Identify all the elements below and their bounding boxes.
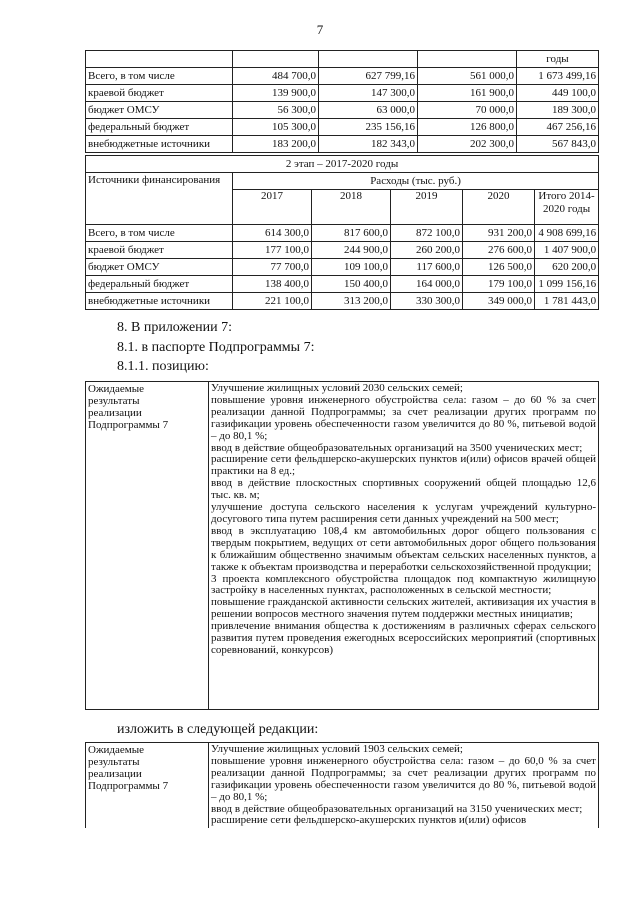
year-header: 2019 [391, 190, 463, 225]
year-header: 2018 [312, 190, 391, 225]
passport-label-line: Подпрограммы 7 [88, 419, 169, 431]
table-row [86, 102, 599, 119]
result-item: повышение гражданской активности сельских жителей, активизация их участия в решении вопросов местного значения путем поддержки местных инициатив; [211, 596, 596, 621]
table-cell: 70 000,0 [418, 102, 517, 119]
stage-title: 2 этап – 2017-2020 годы [86, 156, 599, 173]
row-label: бюджет ОМСУ [86, 102, 233, 119]
table-row [86, 136, 599, 153]
table-cell: 1 407 900,0 [535, 242, 599, 259]
passport-label-line: реализации [88, 768, 142, 780]
table-row [86, 173, 599, 190]
year-header: Итого 2014-2020 годы [535, 190, 599, 225]
passport-position-new [85, 742, 599, 828]
table-cell: 139 900,0 [233, 85, 319, 102]
table-cell: 179 100,0 [463, 276, 535, 293]
table-cell: 183 200,0 [233, 136, 319, 153]
table-cell: 164 000,0 [391, 276, 463, 293]
row-label: федеральный бюджет [86, 276, 233, 293]
passport-label-line: результаты [88, 756, 140, 768]
table-cell: 1 781 443,0 [535, 293, 599, 310]
financing-table-stage-2 [85, 155, 599, 310]
table-cell: 614 300,0 [233, 225, 312, 242]
passport-label-line: Ожидаемые [88, 383, 145, 395]
result-item: 3 проекта комплексного обустройства площадок под компактную жилищную застройку в населенных пунктах, расположенных в сельской местности; [211, 572, 596, 597]
table-cell: 117 600,0 [391, 259, 463, 276]
table-row [86, 119, 599, 136]
table-cell: 467 256,16 [517, 119, 599, 136]
table-cell: 4 908 699,16 [535, 225, 599, 242]
table-cell: 330 300,0 [391, 293, 463, 310]
paragraph-8: 8. В приложении 7: [117, 320, 233, 335]
table-cell: 177 100,0 [233, 242, 312, 259]
result-item: ввод в действие плоскостных спортивных сооружений общей площадью 12,6 тыс. кв. м; [211, 477, 596, 502]
table-cell: 567 843,0 [517, 136, 599, 153]
row-label: краевой бюджет [86, 85, 233, 102]
table-cell: 276 600,0 [463, 242, 535, 259]
passport-label-line: Подпрограммы 7 [88, 780, 169, 792]
table-cell: 138 400,0 [233, 276, 312, 293]
table-row [86, 276, 599, 293]
table-cell [418, 51, 517, 68]
table-cell: 872 100,0 [391, 225, 463, 242]
result-item: ввод в действие общеобразовательных организаций на 3500 ученических мест; [211, 441, 583, 454]
column-header: годы [517, 51, 599, 68]
row-label: Всего, в том числе [86, 68, 233, 85]
table-cell: 202 300,0 [418, 136, 517, 153]
table-cell: 313 200,0 [312, 293, 391, 310]
table-row [86, 156, 599, 173]
passport-label-line: реализации [88, 407, 142, 419]
table-cell: 620 200,0 [535, 259, 599, 276]
column-header: Источники финансирования [86, 173, 233, 225]
financing-table-stage-1 [85, 50, 599, 153]
result-item: привлечение внимания общества к достижениям в различных сферах сельского развития путем проведения ежегодных всероссийских мероприятий (спортивных соревнований, конкурсов) [211, 620, 596, 656]
result-item: ввод в эксплуатацию 108,4 км автомобильных дорог общего пользования с твердым покрытием, ведущих от сети автомобильных дорог общего пользования к ближайшим общественно значимым объектам сельских населенных пунктов, а также к объектам производства и переработки сельскохозяйственной продукции; [211, 524, 596, 573]
table-row [86, 743, 599, 829]
table-row [86, 51, 599, 68]
table-cell: 221 100,0 [233, 293, 312, 310]
passport-label-line: результаты [88, 395, 140, 407]
row-label: краевой бюджет [86, 242, 233, 259]
result-item: расширение сети фельдшерско-акушерских пунктов и(или) офисов [211, 814, 527, 827]
table-cell [319, 51, 418, 68]
column-header: Расходы (тыс. руб.) [233, 173, 599, 190]
passport-label [86, 743, 209, 829]
result-item: расширение сети фельдшерско-акушерских пунктов и(или) офисов врачей общей практики на 8 ед.; [211, 453, 596, 478]
passport-label [86, 382, 209, 710]
row-label: Всего, в том числе [86, 225, 233, 242]
table-cell [86, 51, 233, 68]
table-row [86, 85, 599, 102]
paragraph-8-1: 8.1. в паспорте Подпрограммы 7: [117, 340, 315, 355]
table-cell: 244 900,0 [312, 242, 391, 259]
result-item: ввод в действие общеобразовательных организаций на 3150 ученических мест; [211, 802, 583, 815]
row-label: федеральный бюджет [86, 119, 233, 136]
table-row [86, 68, 599, 85]
result-item: улучшение доступа сельского населения к услугам учреждений культурно-досугового типа путем расширения сети данных учреждений на 500 мест; [211, 501, 596, 525]
passport-label-line: Ожидаемые [88, 744, 145, 756]
table-cell: 126 500,0 [463, 259, 535, 276]
table-cell: 627 799,16 [319, 68, 418, 85]
table-cell: 77 700,0 [233, 259, 312, 276]
table-cell: 182 343,0 [319, 136, 418, 153]
result-item: повышение уровня инженерного обустройства села: газом – до 60 % за счет реализации данной Подпрограммы; за счет реализации других программ по газификации уровень обеспеченности газом увеличится до 80 %, питьевой водой – до 80,1 %; [211, 393, 596, 442]
table-cell: 56 300,0 [233, 102, 319, 119]
table-cell: 150 400,0 [312, 276, 391, 293]
table-cell: 63 000,0 [319, 102, 418, 119]
table-cell: 561 000,0 [418, 68, 517, 85]
table-cell: 147 300,0 [319, 85, 418, 102]
table-row [86, 293, 599, 310]
result-item: Улучшение жилищных условий 1903 сельских семей; [211, 743, 463, 755]
table-cell: 235 156,16 [319, 119, 418, 136]
paragraph-new-edition: изложить в следующей редакции: [117, 722, 319, 737]
page-number: 7 [316, 22, 324, 37]
table-row [86, 259, 599, 276]
passport-content [209, 382, 599, 710]
table-cell: 109 100,0 [312, 259, 391, 276]
table-cell: 161 900,0 [418, 85, 517, 102]
table-cell: 1 673 499,16 [517, 68, 599, 85]
paragraph-8-1-1: 8.1.1. позицию: [117, 359, 209, 374]
table-cell: 817 600,0 [312, 225, 391, 242]
row-label: внебюджетные источники [86, 293, 233, 310]
passport-position-old [85, 381, 599, 710]
row-label: бюджет ОМСУ [86, 259, 233, 276]
table-row [86, 382, 599, 710]
row-label: внебюджетные источники [86, 136, 233, 153]
result-item: Улучшение жилищных условий 2030 сельских семей; [211, 382, 463, 394]
table-cell: 349 000,0 [463, 293, 535, 310]
table-cell: 449 100,0 [517, 85, 599, 102]
table-cell: 260 200,0 [391, 242, 463, 259]
table-cell: 126 800,0 [418, 119, 517, 136]
table-row [86, 242, 599, 259]
table-cell: 931 200,0 [463, 225, 535, 242]
table-cell: 1 099 156,16 [535, 276, 599, 293]
table-row [86, 225, 599, 242]
year-header: 2017 [233, 190, 312, 225]
table-cell: 484 700,0 [233, 68, 319, 85]
result-item: повышение уровня инженерного обустройства села: газом – до 60,0 % за счет реализации данной Подпрограммы; за счет реализации других программ по газификации уровень обеспеченности газом увеличится до 80 %, питьевой водой – до 80,1 %; [211, 754, 596, 803]
table-cell: 189 300,0 [517, 102, 599, 119]
table-cell: 105 300,0 [233, 119, 319, 136]
year-header: 2020 [463, 190, 535, 225]
passport-content [209, 743, 599, 829]
table-cell [233, 51, 319, 68]
